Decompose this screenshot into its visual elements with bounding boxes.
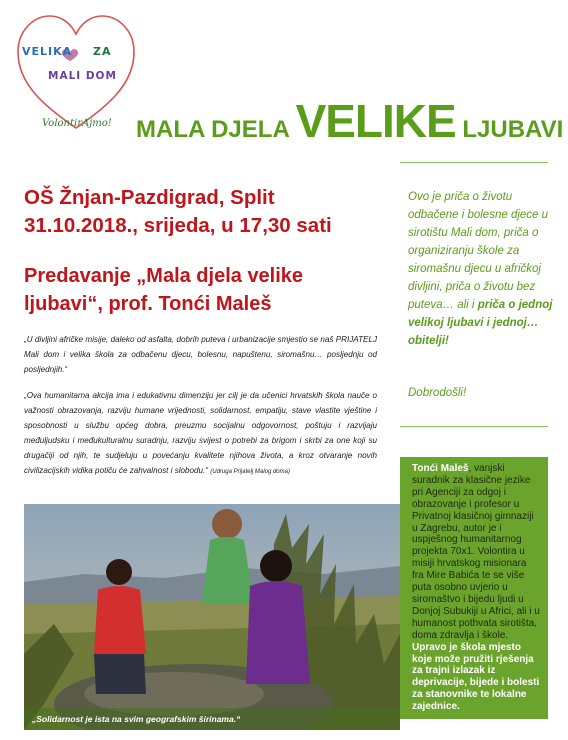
bio-name: Tonći Maleš: [412, 463, 469, 474]
divider-middle: [400, 426, 548, 427]
bio-text-highlight: Upravo je škola mjesto koje može pružiti rješenja za trajni izlazak iz deprivacije, bijede i bolesti za stanovnike te lokalne zajednice.: [412, 641, 540, 713]
intro-text: [408, 188, 556, 350]
bio-text: [412, 463, 540, 713]
welcome-text: Dobrodošli!: [408, 387, 467, 399]
bio-text-main: , vanjski suradnik za klasične jezike pri Agenciji za odgoj i obrazovanje i profesor u Privatnoj klasičnoj gimnaziji u Zagrebu, autor je i uspješnog humanitarnog projekta 70x1. Volontira u misiji hrvatskog misionara fra Mire Babića te se više puta osobno uvjerio u siromaštvo i bijedu ljudi u Donjoj Subukiji u Africi, ali i u humanost pothvata sirotišta, doma zdravlja i škole.: [412, 463, 540, 641]
event-school: OŠ Žnjan-Pazdigrad, Split: [24, 186, 275, 209]
logo-text-velika: VELIKA: [22, 45, 73, 58]
page-title: [136, 94, 563, 148]
photo-caption: „Solidarnost je ista na svim geografskim širinama.“: [24, 708, 400, 730]
photo-illustration: [24, 504, 400, 730]
lecture-title: Predavanje „Mala djela velike ljubavi“, prof. Tonći Maleš: [24, 265, 304, 315]
page-title-prefix: MALA DJELA: [136, 116, 296, 143]
divider-top: [400, 162, 548, 163]
page-title-suffix: LJUBAVI: [455, 116, 564, 143]
photo-children: [24, 504, 400, 730]
quote-source: (Udruga Prijatelj Malog doma): [210, 469, 290, 475]
quote-humanitarian: [24, 388, 377, 480]
page-title-highlight: VELIKE: [295, 95, 456, 147]
intro-text-part1: Ovo je priča o životu odbačene i bolesne djece u sirotištu Mali dom, priča o organiziranju škole za siromašnu djecu u afričkoj divljini, priča o životu bez puteva… ali i: [408, 191, 549, 311]
logo: [14, 12, 138, 136]
intro-text-highlight: priča o jednoj velikoj ljubavi i jednoj… obitelji!: [408, 299, 553, 347]
logo-text-mali-dom: MALI DOM: [48, 70, 117, 82]
event-datetime: 31.10.2018., srijeda, u 17,30 sati: [24, 214, 332, 237]
logo-tagline: VolontirAjmo!: [42, 118, 112, 129]
quote-humanitarian-text: „Ova humanitarna akcija ima i edukativnu dimenziju jer cilj je da učenici hrvatskih škola nauče o važnosti obrazovanja, razviju humane vrijednosti, solidarnost, empatiju, stave vlastite vještine i sposobnosti u službu općeg dobra, preuzmu socijalnu odgovornost, poštuju i razvijaju međuljudsku i međukulturalnu suradnju, razviju svijest o potrebi za brigom i skrbi za one koji su drugačiji od njih, te sudjeluju u povećanju kvalitete njihova života, a kroz otvaranje novih civilizacijskih vidika potiču će zahvalnost i slobodu.“: [24, 391, 377, 475]
quote-mission: „U divljini afričke misije, daleko od asfalta, dobrih puteva i urbanizacije smjestio se naš PRIJATELJ Mali dom i velika škola za odbačenu djecu, bolesnu, napuštenu, siromašnu… posljednju od posljednjih.“: [24, 335, 377, 374]
bio-box: [400, 457, 548, 719]
logo-text-za: ZA: [93, 45, 112, 58]
